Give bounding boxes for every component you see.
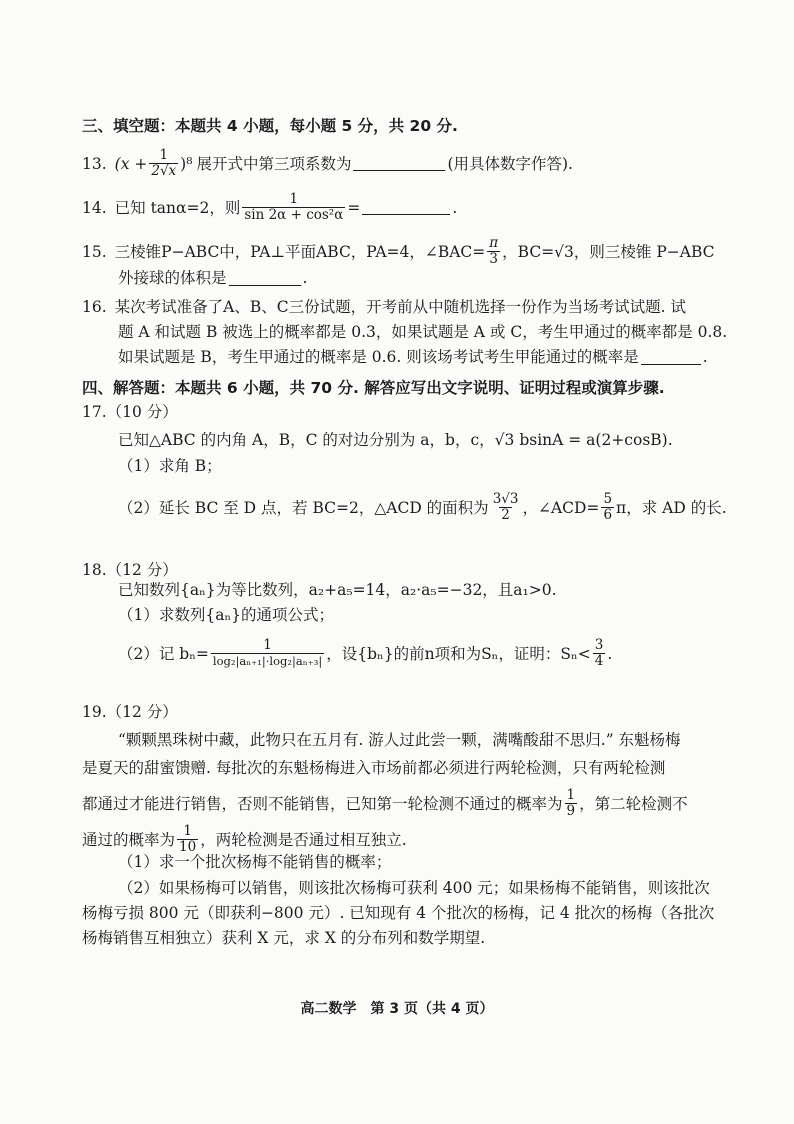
q19-f2-num: 1 <box>183 823 192 839</box>
q19-part-2-line-1: （2）如果杨梅可以销售，则该批次杨梅可获利 400 元；如果杨梅不能销售，则该批次 <box>118 879 710 897</box>
question-16-line-3 <box>118 347 708 367</box>
q17-part-2 <box>118 492 727 523</box>
q15-period: . <box>302 269 308 287</box>
q18-p2-text-b: ，设{bₙ}的前n项和为Sₙ，证明：Sₙ< <box>326 644 591 663</box>
section-3-heading: 三、填空题：本题共 4 小题，每小题 5 分，共 20 分. <box>82 117 458 135</box>
q13-answer-blank[interactable] <box>353 156 445 171</box>
question-16-line-1 <box>82 297 686 317</box>
q19-l4-text-a: 通过的概率为 <box>82 830 176 849</box>
q17-stem: 已知△ABC 的内角 A，B，C 的对边分别为 a，b，c，√3 bsinA = a(2+cosB). <box>118 431 673 449</box>
q17-area-den: 2 <box>501 507 510 523</box>
q18-p2-text-c: . <box>607 644 613 663</box>
question-15-line-1 <box>82 236 715 267</box>
q16-text-2: 题 A 和试题 B 被选上的概率都是 0.3，如果试题是 A 或 C，考生甲通过的概率都是 0.8. <box>118 323 728 341</box>
question-13 <box>82 148 573 179</box>
q17-p2-text-a: （2）延长 BC 至 D 点，若 BC=2，△ACD 的面积为 <box>118 498 489 517</box>
q19-line-4 <box>82 824 407 855</box>
q19-line-1: “颗颗黑珠树中藏，此物只在五月有. 游人过此尝一颗，满嘴酸甜不思归.” 东魁杨梅 <box>118 731 681 749</box>
q15-text-b: ，BC=√3，则三棱锥 P−ABC <box>502 242 715 261</box>
q13-note: (用具体数字作答). <box>447 154 573 173</box>
q14-answer-blank[interactable] <box>362 200 450 215</box>
q18-s-den: 4 <box>594 653 604 669</box>
section-4-heading: 四、解答题：本题共 6 小题，共 70 分. 解答应写出文字说明、证明过程或演算步骤. <box>82 379 665 397</box>
q17-part-1: （1）求角 B； <box>118 457 222 475</box>
q15-text-c: 外接球的体积是 <box>118 269 227 287</box>
q18-b-fraction <box>211 638 324 669</box>
q19-l4-text-b: ，两轮检测是否通过相互独立. <box>200 830 407 849</box>
q15-angle-fraction <box>487 236 500 267</box>
q17-area-fraction <box>491 492 521 523</box>
q19-f2-den: 10 <box>179 839 197 855</box>
q17-p2-text-b: ，∠ACD= <box>522 498 600 517</box>
q15-answer-blank[interactable] <box>229 271 301 286</box>
page-footer: 高二数学 第 3 页（共 4 页） <box>300 1001 494 1017</box>
q16-answer-blank[interactable] <box>641 350 701 365</box>
q16-text-3: 如果试题是 B，考生甲通过的概率是 0.6. 则该场考试考生甲能通过的概率是 <box>118 348 639 366</box>
q18-s-fraction <box>593 638 606 669</box>
q14-number: 14. <box>82 198 107 217</box>
q15-pi-den: 3 <box>489 251 499 267</box>
q13-frac-num: 1 <box>159 147 169 163</box>
q18-b-den: log₂|aₙ₊₁|·log₂|aₙ₊₃| <box>212 654 323 668</box>
q14-equals: = <box>347 198 361 217</box>
q19-prob-2-fraction <box>177 824 198 855</box>
q17-angle-den: 6 <box>603 507 613 523</box>
q19-part-1: （1）求一个批次杨梅不能销售的概率； <box>118 853 392 871</box>
question-15-line-2 <box>118 268 307 288</box>
q14-frac-den: sin 2α + cos²α <box>244 207 344 223</box>
q18-stem: 已知数列{aₙ}为等比数列，a₂+a₅=14，a₂·a₅=−32，且a₁>0. <box>118 581 557 599</box>
q14-text: 已知 tanα=2，则 <box>114 198 241 217</box>
q19-line-3 <box>82 788 688 819</box>
q15-number: 15. <box>82 242 107 261</box>
q14-frac-num: 1 <box>289 191 299 207</box>
q19-prob-1-fraction <box>565 788 578 819</box>
q17-area-num: 3√3 <box>492 491 519 507</box>
q13-number: 13. <box>82 154 107 173</box>
q13-expr-open: (x + <box>114 154 148 173</box>
q18-p2-text-a: （2）记 bₙ= <box>118 644 209 663</box>
q18-number: 18.（12 分） <box>82 561 178 579</box>
q19-l3-text-a: 都通过才能进行销售，否则不能销售，已知第一轮检测不通过的概率为 <box>82 794 563 813</box>
q15-text-a: 三棱锥P−ABC中，PA⊥平面ABC，PA=4，∠BAC= <box>114 242 486 261</box>
q13-text: 展开式中第三项系数为 <box>196 154 352 173</box>
q19-line-2: 是夏天的甜蜜馈赠. 每批次的东魁杨梅进入市场前都必须进行两轮检测，只有两轮检测 <box>82 759 666 777</box>
q19-f1-num: 1 <box>566 787 576 803</box>
q18-part-1: （1）求数列{aₙ}的通项公式； <box>118 606 335 624</box>
q13-exponent: )⁸ <box>180 154 193 173</box>
q18-b-num: 1 <box>263 637 272 653</box>
q14-fraction <box>242 192 345 223</box>
question-14 <box>82 192 457 223</box>
q17-p2-text-c: π，求 AD 的长. <box>616 498 727 517</box>
q15-pi: π <box>489 235 499 251</box>
q19-f1-den: 9 <box>566 803 576 819</box>
q17-angle-fraction <box>601 492 614 523</box>
q17-number: 17.（10 分） <box>82 403 178 421</box>
q16-period: . <box>702 348 708 366</box>
q19-part-2-line-2: 杨梅亏损 800 元（即获利−800 元）. 已知现有 4 个批次的杨梅，记 4 批次的杨梅（各批次 <box>82 904 715 922</box>
q18-s-num: 3 <box>594 637 604 653</box>
q13-fraction <box>149 148 178 179</box>
q13-frac-den: 2√x <box>151 163 177 179</box>
q19-number: 19.（12 分） <box>82 703 178 721</box>
q19-l3-text-b: ，第二轮检测不 <box>579 794 688 813</box>
q16-text-1: 某次考试准备了A、B、C三份试题，开考前从中随机选择一份作为当场考试试题. 试 <box>114 298 686 316</box>
q14-period: . <box>452 198 458 217</box>
q19-part-2-line-3: 杨梅销售互相独立）获利 X 元，求 X 的分布列和数学期望. <box>82 929 486 947</box>
q18-part-2 <box>118 638 612 669</box>
q17-angle-num: 5 <box>603 491 613 507</box>
q16-number: 16. <box>82 298 107 316</box>
